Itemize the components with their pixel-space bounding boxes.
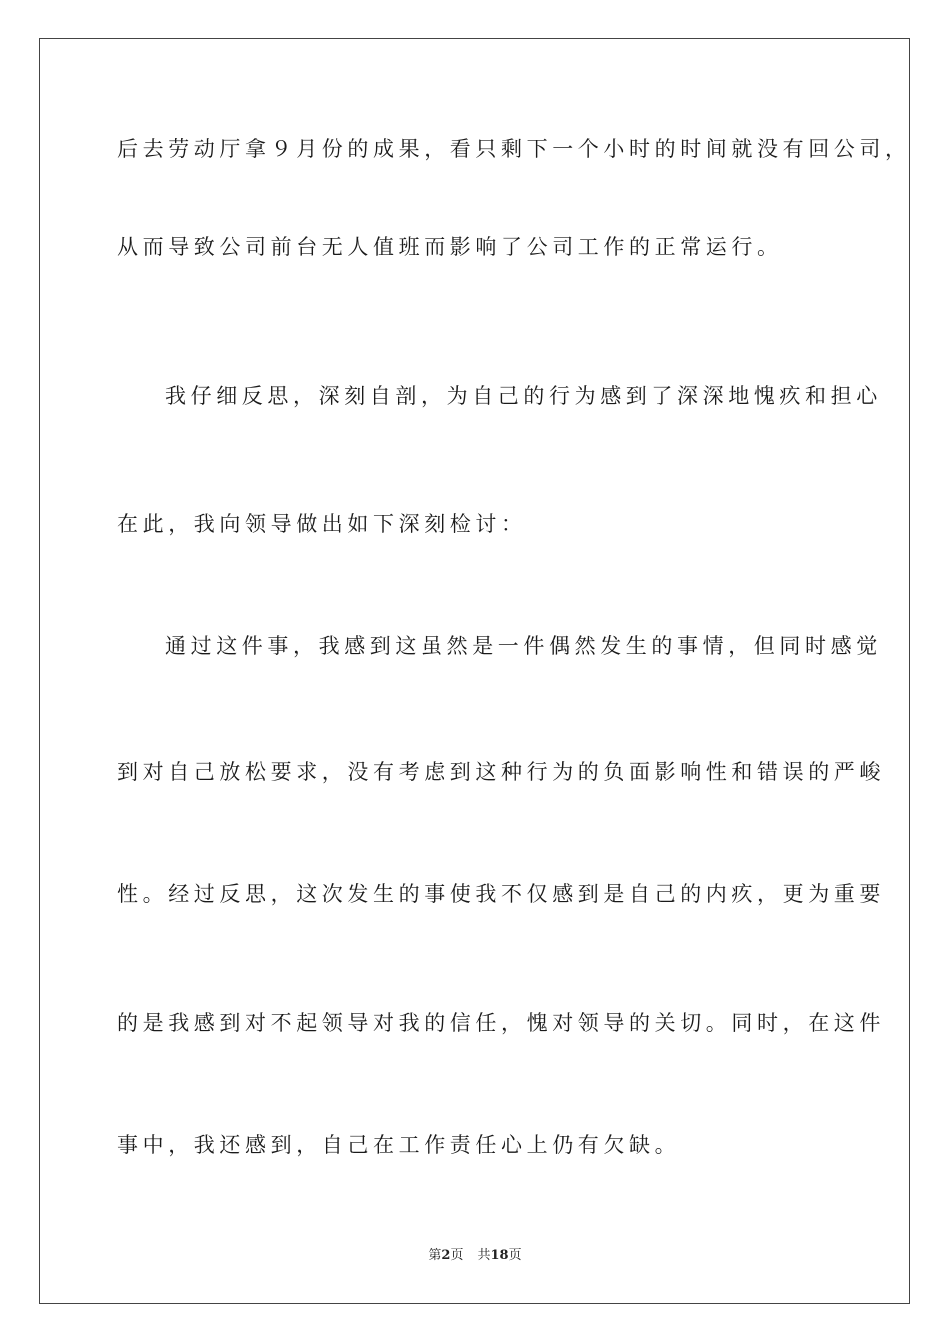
page-suffix: 页 [450, 1248, 464, 1263]
text-line-3: 我仔细反思，深刻自剖，为自己的行为感到了深深地愧疚和担心 [165, 384, 882, 408]
text-line-8: 的是我感到对不起领导对我的信任，愧对领导的关切。同时，在这件 [117, 1011, 885, 1035]
page-footer [0, 1249, 950, 1262]
page-number: 2 [441, 1248, 451, 1263]
text-line-1: 后去劳动厅拿９月份的成果，看只剩下一个小时的时间就没有回公司， [117, 137, 911, 161]
total-pages: 18 [490, 1248, 509, 1263]
text-line-2: 从而导致公司前台无人值班而影响了公司工作的正常运行。 [117, 235, 783, 259]
text-line-6: 到对自己放松要求，没有考虑到这种行为的负面影响性和错误的严峻 [117, 760, 885, 784]
text-line-9: 事中，我还感到，自己在工作责任心上仍有欠缺。 [117, 1133, 681, 1157]
page-border [39, 38, 910, 1304]
text-line-4: 在此，我向领导做出如下深刻检讨： [117, 512, 527, 536]
total-prefix: 共 [477, 1248, 491, 1263]
text-line-7: 性。经过反思，这次发生的事使我不仅感到是自己的内疚，更为重要 [117, 882, 885, 906]
page-prefix: 第 [428, 1248, 442, 1263]
text-line-5: 通过这件事，我感到这虽然是一件偶然发生的事情，但同时感觉 [165, 634, 882, 658]
total-suffix: 页 [508, 1248, 522, 1263]
